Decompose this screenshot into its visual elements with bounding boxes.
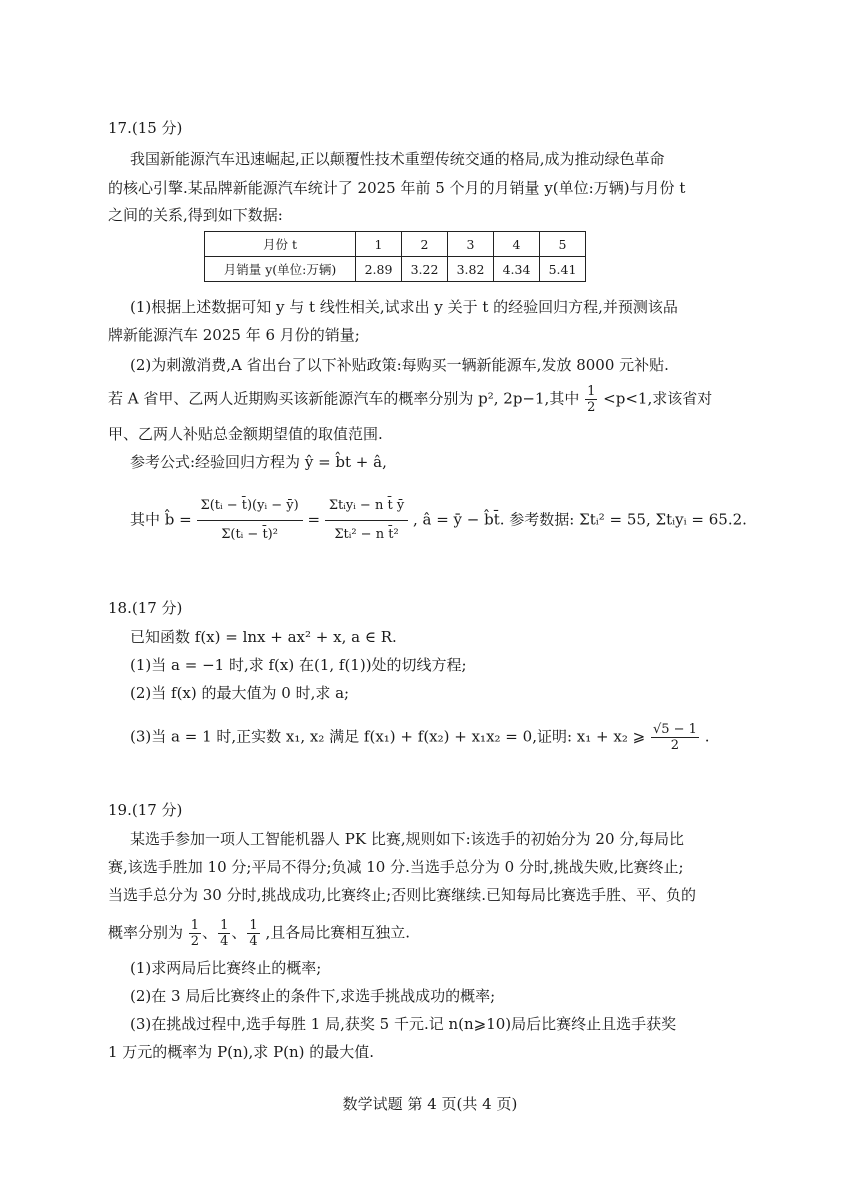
q18-sub2: (2)当 f(x) 的最大值为 0 时,求 a;	[130, 684, 350, 702]
fraction-numerator: 1	[220, 918, 229, 933]
formula-denominator-1: Σ(tᵢ − t̄)²	[221, 527, 278, 542]
q19-para-line-2: 赛,该选手胜加 10 分;平局不得分;负减 10 分.当选手总分为 0 分时,挑战失败,比赛终止;	[108, 858, 684, 876]
fraction-denominator: 2	[587, 400, 596, 415]
table-header-month: 月份 t	[205, 232, 356, 257]
q17-sub2-text-pre: 若 A 省甲、乙两人近期购买该新能源汽车的概率分别为 p², 2p−1,其中	[108, 389, 580, 408]
q19-sub3-line-2: 1 万元的概率为 P(n),求 P(n) 的最大值.	[108, 1043, 375, 1061]
table-cell: 2.89	[356, 257, 402, 282]
q17-sub2-line-3: 甲、乙两人补贴总金额期望值的取值范围.	[108, 425, 383, 443]
q19-sub1: (1)求两局后比赛终止的概率;	[130, 959, 322, 977]
fraction-denominator: 2	[190, 934, 200, 949]
fraction-half	[585, 384, 597, 415]
q19-prob-text-post: ,且各局比赛相互独立.	[265, 923, 410, 942]
fraction-numerator: 1	[249, 918, 258, 933]
separator: 、	[202, 923, 218, 942]
formula-prefix: 其中 b̂ =	[130, 510, 192, 529]
table-row	[205, 232, 586, 257]
separator: 、	[231, 923, 247, 942]
sales-table	[204, 231, 586, 282]
table-cell: 2	[402, 232, 448, 257]
table-cell: 3.22	[402, 257, 448, 282]
formula-denominator-2: Σtᵢ² − n t̄²	[334, 527, 399, 542]
fraction-sqrt5	[651, 722, 699, 753]
q17-para-line-2: 的核心引擎.某品牌新能源汽车统计了 2025 年前 5 个月的月销量 y(单位:万辆)与月份 t	[108, 179, 686, 197]
fraction-numerator: 1	[587, 384, 596, 399]
q17-sub2-text-post: <p<1,求该省对	[603, 389, 713, 408]
q18-sub1: (1)当 a = −1 时,求 f(x) 在(1, f(1))处的切线方程;	[130, 656, 467, 674]
fraction-numerator: √5 − 1	[652, 722, 697, 737]
formula-suffix: , â = ȳ − b̂t̄. 参考数据: Σtᵢ² = 55, Σtᵢyᵢ = 65.2.	[412, 510, 747, 529]
q18-sub3	[130, 722, 710, 753]
q19-header: 19.(17 分)	[108, 801, 183, 819]
q18-sub3-period: .	[704, 727, 710, 746]
table-cell: 4	[494, 232, 540, 257]
q17-reference-formula: 参考公式:经验回归方程为 ŷ = b̂t + â,	[130, 453, 387, 471]
q18-sub3-text: (3)当 a = 1 时,正实数 x₁, x₂ 满足 f(x₁) + f(x₂) + x₁x₂ = 0,证明: x₁ + x₂ ⩾	[130, 727, 646, 746]
fraction-win	[189, 918, 201, 949]
q17-sub1-line-1: (1)根据上述数据可知 y 与 t 线性相关,试求出 y 关于 t 的经验回归方程,并预测该品	[130, 298, 678, 316]
q19-para-line-4	[108, 918, 410, 949]
table-cell: 3	[448, 232, 494, 257]
table-cell: 5.41	[540, 257, 586, 282]
table-row	[205, 257, 586, 282]
table-cell: 5	[540, 232, 586, 257]
formula-numerator-1: Σ(tᵢ − t̄)(yᵢ − ȳ)	[197, 496, 303, 521]
fraction-lose	[247, 918, 259, 949]
formula-fraction-1	[197, 496, 303, 545]
q19-para-line-3: 当选手总分为 30 分时,挑战成功,比赛终止;否则比赛继续.已知每局比赛选手胜、平、负的	[108, 886, 696, 904]
table-cell: 1	[356, 232, 402, 257]
q18-header: 18.(17 分)	[108, 599, 183, 617]
q19-prob-text-pre: 概率分别为	[108, 923, 184, 942]
q18-function-def: 已知函数 f(x) = lnx + ax² + x, a ∈ R.	[130, 628, 397, 646]
fraction-draw	[218, 918, 230, 949]
formula-fraction-2	[325, 496, 408, 545]
regression-formula	[130, 496, 747, 545]
fraction-denominator: 2	[670, 738, 680, 753]
q17-sub2-line-2	[108, 384, 712, 415]
page-footer: 数学试题 第 4 页(共 4 页)	[342, 1095, 518, 1113]
table-cell: 3.82	[448, 257, 494, 282]
q17-sub2-line-1: (2)为刺激消费,A 省出台了以下补贴政策:每购买一辆新能源车,发放 8000 元补贴.	[130, 356, 669, 374]
fraction-denominator: 4	[220, 934, 229, 949]
formula-equals: =	[307, 510, 321, 529]
q17-sub1-line-2: 牌新能源汽车 2025 年 6 月份的销量;	[108, 326, 360, 344]
q19-sub3-line-1: (3)在挑战过程中,选手每胜 1 局,获奖 5 千元.记 n(n⩾10)局后比赛终止且选手获奖	[130, 1015, 677, 1033]
formula-numerator-2: Σtᵢyᵢ − n t̄ ȳ	[325, 496, 408, 521]
fraction-denominator: 4	[249, 934, 258, 949]
table-cell: 4.34	[494, 257, 540, 282]
q17-para-line-1: 我国新能源汽车迅速崛起,正以颠覆性技术重塑传统交通的格局,成为推动绿色革命	[130, 150, 665, 168]
q17-para-line-3: 之间的关系,得到如下数据:	[108, 206, 283, 224]
table-header-sales: 月销量 y(单位:万辆)	[205, 257, 356, 282]
q19-sub2: (2)在 3 局后比赛终止的条件下,求选手挑战成功的概率;	[130, 987, 496, 1005]
fraction-numerator: 1	[190, 918, 200, 933]
q19-para-line-1: 某选手参加一项人工智能机器人 PK 比赛,规则如下:该选手的初始分为 20 分,每局比	[130, 830, 685, 848]
q17-header: 17.(15 分)	[108, 119, 183, 137]
